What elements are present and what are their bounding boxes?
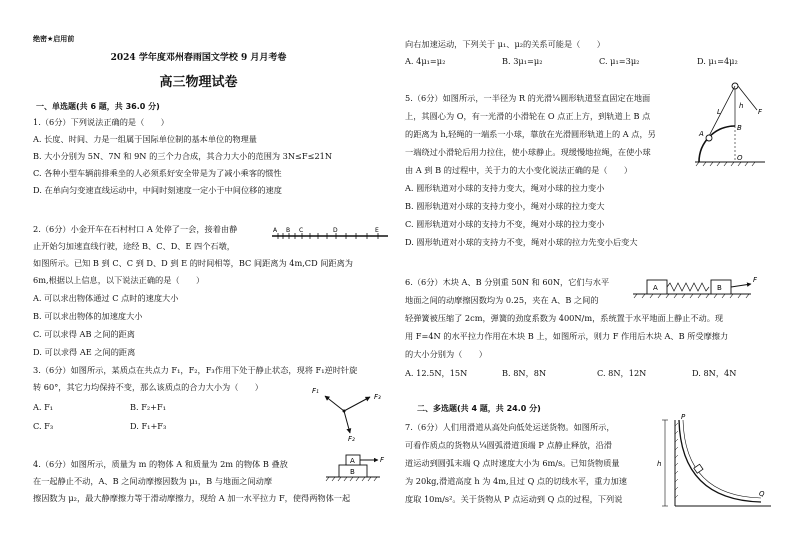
q5-stem-line1: 5.（6分）如图所示，一半径为 R 的光滑¼圆形轨道竖直固定在地面 <box>405 93 651 103</box>
q2-stem-line4: 6m,根据以上信息，以下说法正确的是（ ） <box>33 275 205 285</box>
q6-force-label: F <box>753 276 758 284</box>
q2-label-c: C <box>299 227 304 234</box>
q5-label-b: B <box>737 124 742 132</box>
q3-stem-line2: 转 60°，其它力均保持不变，那么该质点的合力大小为（ ） <box>33 382 263 392</box>
q6-block-b: B <box>717 284 722 292</box>
q5-option-d[interactable]: D. 圆形轨道对小球的支持力不变，绳对小球的拉力先变小后变大 <box>405 237 638 247</box>
q7-label-h: h <box>657 460 662 468</box>
q6-stem-line5: 的大小分别为（ ） <box>405 349 487 359</box>
q4-block-a: A <box>350 457 355 465</box>
q6-option-b[interactable]: B. 8N，8N <box>502 368 547 378</box>
q3-label-f2: F₂ <box>348 435 355 443</box>
q5-option-b[interactable]: B. 圆形轨道对小球的支持力变小，绳对小球的拉力变大 <box>405 201 605 211</box>
q5-stem-line2: 上，其圆心为 O，有一光滑的小滑轮在 O 点正上方，到轨道上 B 点 <box>405 111 651 121</box>
q2-option-a[interactable]: A. 可以求出物体通过 C 点时的速度大小 <box>33 293 179 303</box>
q3-force-figure <box>308 383 388 443</box>
q4-stem-line3: 擦因数为 μ₂，最大静摩擦力等于滑动摩擦力，现给 A 加一水平拉力 F，使得两物体一起 <box>33 493 351 503</box>
q2-option-d[interactable]: D. 可以求得 AE 之间的距离 <box>33 347 136 357</box>
q7-stem-line1: 7.（6分）人们用滑道从高处向低处运送货物。如图所示， <box>405 422 615 432</box>
q4-stem-line3-cont: 向右加速运动，下列关于 μ₁、μ₂的关系可能是（ ） <box>405 39 605 49</box>
q6-stem-line3: 轻弹簧被压缩了 2cm，弹簧的劲度系数为 400N/m，系统置于水平地面上静止不动。现 <box>405 313 724 323</box>
q3-label-f1: F₁ <box>312 387 319 395</box>
q3-label-f3: F₃ <box>374 393 381 401</box>
q2-stem-line2: 止开始匀加速直线行驶，途经 B、C、D、E 四个石墩， <box>33 241 235 251</box>
exam-title: 高三物理试卷 <box>159 75 238 90</box>
q6-stem-line1: 6.（6分）木块 A、B 分别重 50N 和 60N，它们与水平 <box>405 277 610 287</box>
q7-slide-figure <box>655 414 773 510</box>
q1-option-a[interactable]: A. 长度、时间、力是一组属于国际单位制的基本单位的物理量 <box>33 134 257 144</box>
q1-option-b[interactable]: B. 大小分别为 5N、7N 和 9N 的三个力合成，其合力大小的范围为 3N≤F≤21N <box>33 151 333 161</box>
q7-stem-line2: 可看作质点的货物从¼圆弧滑道顶端 P 点静止释放，沿滑 <box>405 440 612 450</box>
q6-spring-figure <box>633 272 769 302</box>
secret-label: 绝密★启用前 <box>33 35 75 43</box>
q1-stem: 1.（6分）下列说法正确的是（ ） <box>33 117 169 127</box>
section-multi-choice: 二、多选题(共 4 题，共 24.0 分) <box>417 404 541 413</box>
q5-stem-line3: 的距离为 h,轻绳的一端系一小球，靠放在光滑圆形轨道上的 A 点，另 <box>405 129 656 139</box>
q7-label-p: P <box>681 413 686 421</box>
q3-option-c[interactable]: C. F₃ <box>33 421 54 431</box>
q3-option-d[interactable]: D. F₁+F₃ <box>130 421 167 431</box>
q4-block-b: B <box>350 468 355 476</box>
q1-option-d[interactable]: D. 在单向匀变速直线运动中，中间时刻速度一定小于中间位移的速度 <box>33 185 282 195</box>
q2-label-d: D <box>333 227 338 234</box>
q5-stem-line5: 由 A 到 B 的过程中，关于力的大小变化说法正确的是（ ） <box>405 165 633 175</box>
q2-stem-line1: 2.（6分）小金开车在石村村口 A 处停了一会，接着由静 <box>33 224 238 234</box>
q7-stem-line4: 为 20kg,滑道高度 h 为 4m,且过 Q 点的切线水平，重力加速 <box>405 476 627 486</box>
q5-option-c[interactable]: C. 圆形轨道对小球的支持力不变，绳对小球的拉力变小 <box>405 219 605 229</box>
q1-option-c[interactable]: C. 各种小型车辆前排乘坐的人必须系好安全带是为了减小乘客的惯性 <box>33 168 282 178</box>
q3-stem-line1: 3.（6分）如图所示，某质点在共点力 F₁，F₂，F₃作用下处于静止状态，现将 F₁逆时针旋 <box>33 365 358 375</box>
q4-option-b[interactable]: B. 3μ₁=μ₂ <box>502 56 543 66</box>
q5-track-figure <box>695 78 767 168</box>
q2-label-b: B <box>286 227 291 234</box>
q2-option-b[interactable]: B. 可以求出物体的加速度大小 <box>33 311 143 321</box>
q7-stem-line3: 道运动到圆弧末端 Q 点时速度大小为 6m/s。已知货物质量 <box>405 458 620 468</box>
q6-option-a[interactable]: A. 12.5N，15N <box>405 368 468 378</box>
q3-option-a[interactable]: A. F₁ <box>33 402 54 412</box>
q5-label-h: h <box>739 102 744 110</box>
right-column <box>397 0 794 560</box>
section-single-choice: 一、单选题(共 6 题，共 36.0 分) <box>36 102 160 111</box>
q4-option-c[interactable]: C. μ₁=3μ₂ <box>599 56 640 66</box>
q5-label-l: L <box>717 108 721 116</box>
q5-label-o: O <box>737 154 743 162</box>
q6-stem-line4: 用 F=4N 的水平拉力作用在木块 B 上，如图所示，则力 F 作用后木块 A、B 所受摩擦力 <box>405 331 729 341</box>
q4-force-label: F <box>380 456 385 464</box>
q2-label-e: E <box>375 227 379 234</box>
q6-stem-line2: 地面之间的动摩擦因数均为 0.25，夹在 A、B 之间的 <box>405 295 599 305</box>
school-title: 2024 学年度邓州春雨国文学校 9 月月考卷 <box>110 53 287 63</box>
q5-option-a[interactable]: A. 圆形轨道对小球的支持力变大，绳对小球的拉力变小 <box>405 183 605 193</box>
q2-option-c[interactable]: C. 可以求得 AB 之间的距离 <box>33 329 135 339</box>
q7-label-q: Q <box>759 490 765 498</box>
q4-stem-line1: 4.（6分）如图所示，质量为 m 的物体 A 和质量为 2m 的物体 B 叠放 <box>33 459 288 469</box>
q2-label-a: A <box>273 227 278 234</box>
q5-label-a: A <box>699 130 704 138</box>
q5-label-f: F <box>758 108 763 116</box>
q4-option-a[interactable]: A. 4μ₁=μ₂ <box>405 56 446 66</box>
q4-stem-line2: 在一起静止不动，A、B 之间动摩擦因数为 μ₁，B 与地面之间动摩 <box>33 476 273 486</box>
q2-stem-line3: 如图所示。已知 B 到 C、C 到 D、D 到 E 的时间相等，BC 间距离为 4m,CD 间距离为 <box>33 258 353 268</box>
q6-option-c[interactable]: C. 8N，12N <box>597 368 647 378</box>
q4-option-d[interactable]: D. μ₁=4μ₂ <box>697 56 738 66</box>
q2-road-figure <box>272 226 390 242</box>
q6-block-a: A <box>653 284 658 292</box>
q3-option-b[interactable]: B. F₂+F₁ <box>130 402 167 412</box>
q5-stem-line4: 一端绕过小滑轮后用力拉住，使小球静止。现缓慢地拉绳，在使小球 <box>405 147 651 157</box>
q6-option-d[interactable]: D. 8N，4N <box>692 368 737 378</box>
q7-stem-line5: 度取 10m/s²。关于货物从 P 点运动到 Q 点的过程，下列说 <box>405 494 623 504</box>
q4-block-figure <box>326 452 392 482</box>
